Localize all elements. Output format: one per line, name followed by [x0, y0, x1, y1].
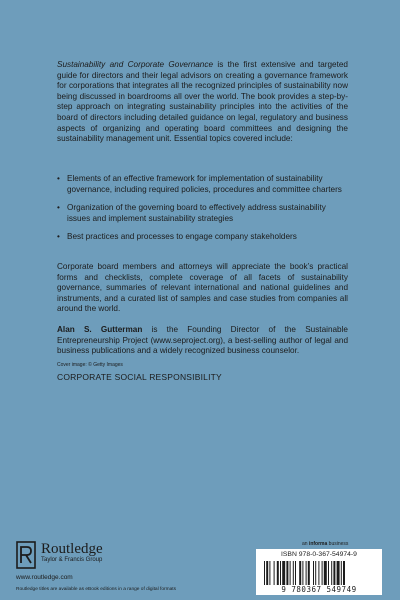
barcode-bars-icon	[264, 561, 376, 585]
author-bio-text: is the Founding Director of the Sustainable Entrepreneurship Project (www.seproject.org), a best-selling author of legal and business publications and a widely recognized business counselor.	[57, 325, 348, 356]
informa-tagline	[302, 541, 348, 547]
barcode-bar	[286, 561, 288, 585]
barcode-bar	[328, 561, 329, 585]
barcode-bar	[293, 561, 294, 585]
barcode-bar	[315, 561, 316, 585]
book-title: Sustainability and Corporate Governance	[57, 60, 214, 69]
list-item	[57, 203, 348, 224]
barcode-bar	[266, 561, 268, 585]
bullet-icon: •	[57, 203, 60, 213]
barcode-bar	[308, 561, 310, 585]
barcode-bar	[264, 561, 265, 585]
audience-paragraph: Corporate board members and attorneys will appreciate the book’s practical forms and checklists, complete coverage of all facets of sustainability governance, summaries of relevant international and national guidelines and instruments, and a curated list of samples and case studies from companies all around the world.	[57, 262, 348, 314]
barcode-bar	[333, 561, 335, 585]
subject-category: CORPORATE SOCIAL RESPONSIBILITY	[57, 372, 222, 382]
barcode-bar	[269, 561, 270, 585]
publisher-website: www.routledge.com	[16, 574, 73, 581]
informa-prefix: an	[302, 541, 309, 547]
list-item	[57, 232, 348, 243]
barcode-bar	[331, 561, 332, 585]
barcode-bar	[274, 561, 275, 585]
barcode-bar	[341, 561, 342, 585]
barcode-bar	[324, 561, 327, 585]
bullet-icon: •	[57, 174, 60, 183]
barcode-bar	[306, 561, 307, 585]
author-name: Alan S. Gutterman	[57, 325, 143, 334]
barcode-bar	[282, 561, 285, 585]
list-item-text: Best practices and processes to engage company stakeholders	[67, 232, 297, 242]
isbn-label: ISBN 978-0-367-54974-9	[281, 551, 357, 558]
informa-brand: informa	[308, 541, 328, 547]
barcode-bar	[295, 561, 296, 585]
publisher-name: Routledge	[41, 541, 103, 557]
barcode-bar	[337, 561, 340, 585]
topics-list	[57, 174, 348, 251]
barcode-bar	[299, 561, 301, 585]
description-text: is the first extensive and targeted guide for directors and their legal advisors on creating a governance framework for corporations that integrates all the recognized principles of sustainability now being discussed in boardrooms all over the world. The book provides a step-by-step approach on integrating sustainability principles into the activities of the board of directors including detailed guidance on legal, regulatory and business aspects of organizing and operating board committees and designing the sustainability management unit. Essential topics covered include:	[57, 60, 348, 144]
barcode-bar	[280, 561, 281, 585]
barcode-bar	[343, 561, 345, 585]
list-item	[57, 174, 348, 195]
barcode-bar	[290, 561, 291, 585]
ebook-note: Routledge titles are available as eBook editions in a range of digital formats	[16, 587, 176, 592]
barcode-bar	[277, 561, 279, 585]
bullet-icon: •	[57, 232, 60, 242]
author-bio	[57, 325, 348, 357]
barcode-bar	[318, 561, 319, 585]
publisher-group: Taylor & Francis Group	[41, 557, 103, 563]
cover-credit: Cover image: © Getty Images	[57, 362, 123, 368]
barcode-bar	[313, 561, 314, 585]
barcode-bar	[302, 561, 303, 585]
barcode	[256, 549, 382, 595]
description-paragraph	[57, 60, 348, 145]
routledge-logo-icon	[16, 541, 36, 569]
publisher-logo	[16, 541, 166, 571]
barcode-digits: 9 780367 549749	[281, 585, 357, 594]
list-item-text: Organization of the governing board to effectively address sustainability issues and implement sustainability strategies	[67, 203, 326, 223]
informa-suffix: business	[327, 541, 349, 547]
list-item-text: Elements of an effective framework for implementation of sustainability governance, including required policies, procedures and committee charters	[67, 174, 342, 194]
barcode-bar	[322, 561, 323, 585]
